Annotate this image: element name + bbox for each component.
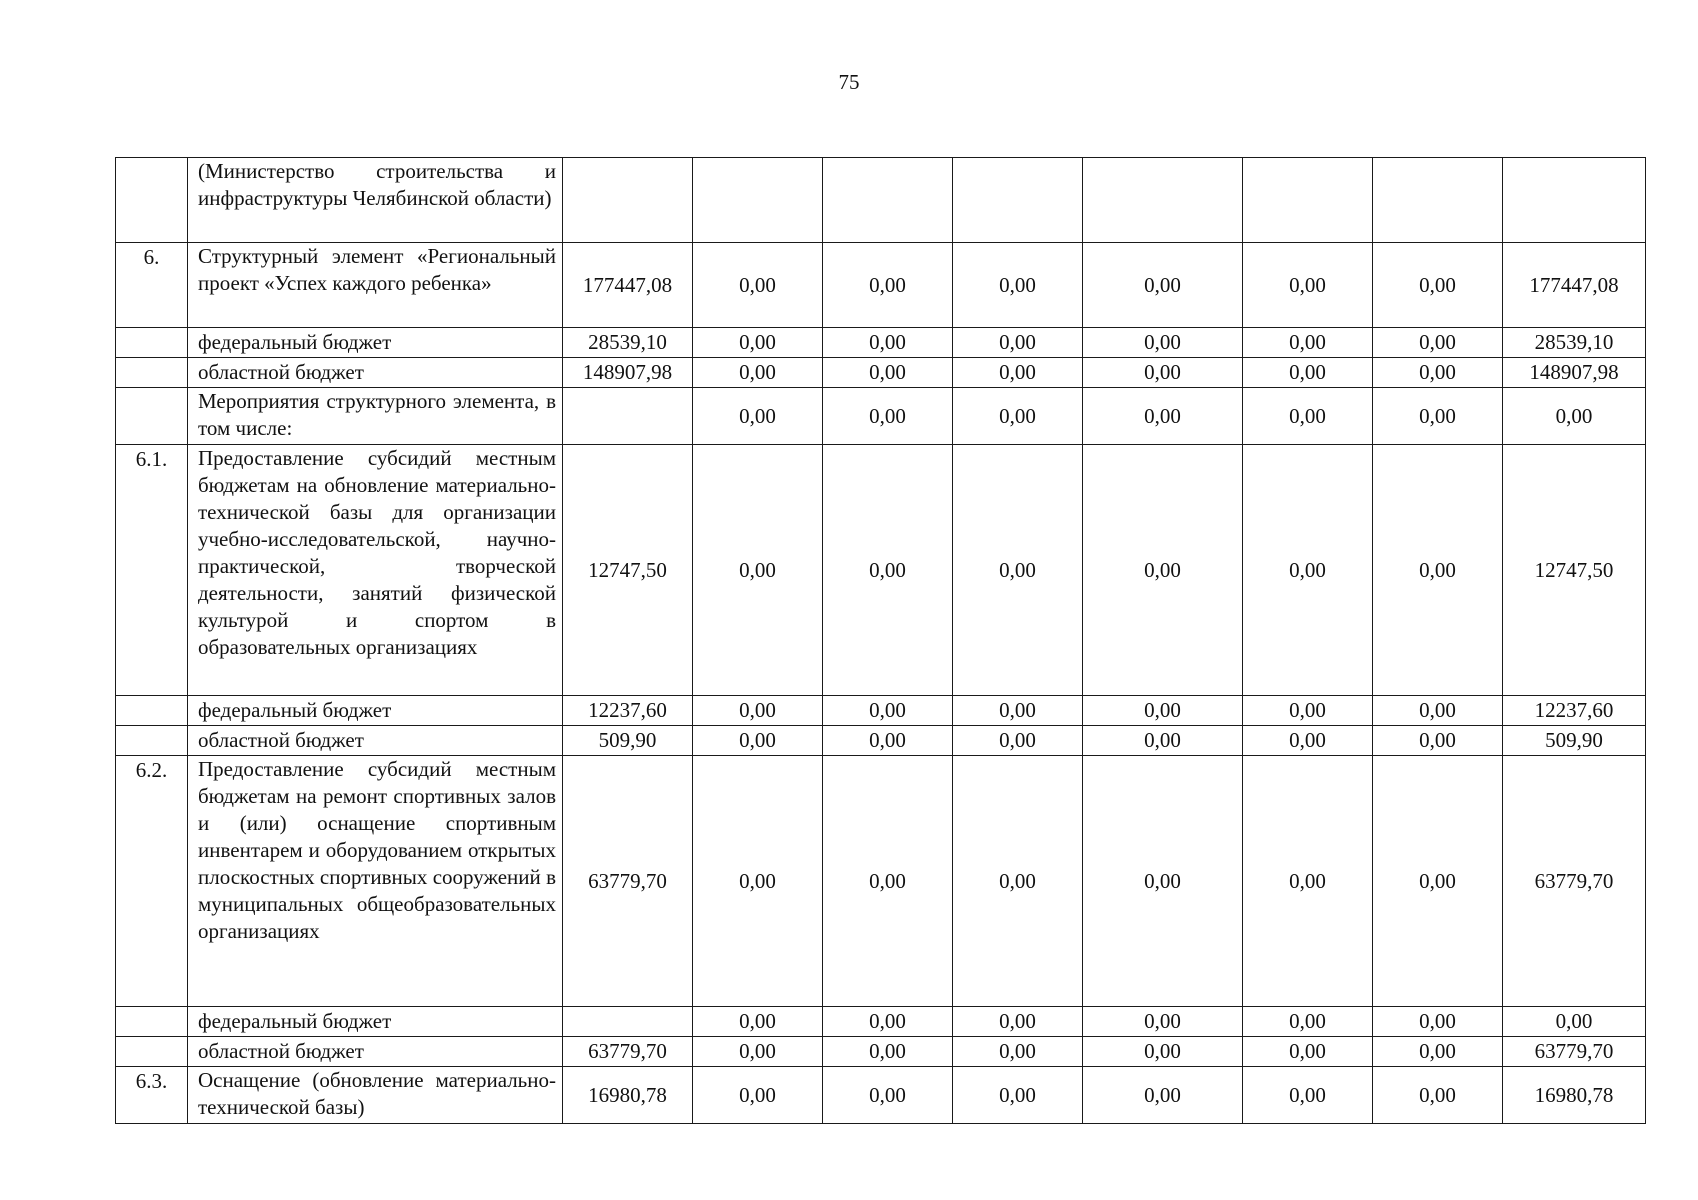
value-cell: 0,00 xyxy=(1373,1067,1503,1124)
value-cell: 177447,08 xyxy=(563,243,693,328)
table-row xyxy=(116,726,1646,756)
row-number: 6.3. xyxy=(116,1067,188,1124)
row-name: областной бюджет xyxy=(188,1037,563,1067)
budget-table xyxy=(115,157,1646,1124)
value-cell: 0,00 xyxy=(823,1037,953,1067)
row-number: 6. xyxy=(116,243,188,328)
value-cell: 0,00 xyxy=(1243,726,1373,756)
value-cell: 0,00 xyxy=(823,756,953,1007)
row-number xyxy=(116,1007,188,1037)
row-number xyxy=(116,696,188,726)
value-cell: 0,00 xyxy=(1243,1067,1373,1124)
value-cell: 0,00 xyxy=(823,1007,953,1037)
value-cell: 0,00 xyxy=(953,726,1083,756)
value-cell: 0,00 xyxy=(1373,328,1503,358)
row-name: федеральный бюджет xyxy=(188,696,563,726)
row-name: Оснащение (обновление материально-технической базы) xyxy=(188,1067,563,1124)
value-cell: 63779,70 xyxy=(563,1037,693,1067)
value-cell: 0,00 xyxy=(823,388,953,445)
value-cell: 0,00 xyxy=(1373,358,1503,388)
value-cell: 0,00 xyxy=(953,696,1083,726)
value-cell: 63779,70 xyxy=(563,756,693,1007)
value-cell: 28539,10 xyxy=(1503,328,1646,358)
row-name: Предоставление субсидий местным бюджетам на обновление материально-технической базы для организации учебно-исследовательской, научно-практической, творческой деятельности, занятий физической культурой и спортом в образовательных организациях xyxy=(188,445,563,696)
value-cell xyxy=(563,1007,693,1037)
value-cell: 0,00 xyxy=(1083,1067,1243,1124)
value-cell: 0,00 xyxy=(1243,445,1373,696)
value-cell: 63779,70 xyxy=(1503,756,1646,1007)
value-cell: 0,00 xyxy=(1243,1037,1373,1067)
row-name: Структурный элемент «Региональный проект «Успех каждого ребенка» xyxy=(188,243,563,328)
value-cell: 0,00 xyxy=(823,1067,953,1124)
value-cell: 0,00 xyxy=(1243,328,1373,358)
value-cell: 0,00 xyxy=(693,1067,823,1124)
value-cell: 0,00 xyxy=(1083,388,1243,445)
value-cell: 28539,10 xyxy=(563,328,693,358)
row-number xyxy=(116,328,188,358)
value-cell: 0,00 xyxy=(1083,243,1243,328)
value-cell: 0,00 xyxy=(1243,696,1373,726)
value-cell: 0,00 xyxy=(1083,756,1243,1007)
value-cell: 0,00 xyxy=(693,756,823,1007)
row-number: 6.1. xyxy=(116,445,188,696)
value-cell: 0,00 xyxy=(823,696,953,726)
value-cell: 0,00 xyxy=(953,358,1083,388)
value-cell: 0,00 xyxy=(693,328,823,358)
value-cell: 148907,98 xyxy=(563,358,693,388)
value-cell: 0,00 xyxy=(823,243,953,328)
value-cell: 148907,98 xyxy=(1503,358,1646,388)
value-cell: 0,00 xyxy=(1373,388,1503,445)
value-cell: 0,00 xyxy=(1243,358,1373,388)
row-number: 6.2. xyxy=(116,756,188,1007)
row-name: федеральный бюджет xyxy=(188,328,563,358)
value-cell: 0,00 xyxy=(823,445,953,696)
row-name: федеральный бюджет xyxy=(188,1007,563,1037)
value-cell xyxy=(1083,158,1243,243)
row-number xyxy=(116,358,188,388)
value-cell: 0,00 xyxy=(693,445,823,696)
row-number xyxy=(116,1037,188,1067)
table-row xyxy=(116,158,1646,243)
value-cell xyxy=(1243,158,1373,243)
value-cell xyxy=(693,158,823,243)
table-row xyxy=(116,1067,1646,1124)
value-cell: 0,00 xyxy=(693,358,823,388)
value-cell: 0,00 xyxy=(1373,445,1503,696)
value-cell: 0,00 xyxy=(1083,328,1243,358)
value-cell: 0,00 xyxy=(1083,445,1243,696)
row-name: областной бюджет xyxy=(188,726,563,756)
table-row xyxy=(116,445,1646,696)
value-cell: 0,00 xyxy=(693,1007,823,1037)
value-cell: 63779,70 xyxy=(1503,1037,1646,1067)
value-cell: 509,90 xyxy=(563,726,693,756)
value-cell: 16980,78 xyxy=(563,1067,693,1124)
table-row xyxy=(116,358,1646,388)
value-cell: 0,00 xyxy=(1083,726,1243,756)
value-cell: 0,00 xyxy=(823,358,953,388)
value-cell xyxy=(1503,158,1646,243)
value-cell: 0,00 xyxy=(1373,726,1503,756)
table-row xyxy=(116,696,1646,726)
value-cell: 0,00 xyxy=(953,445,1083,696)
value-cell: 0,00 xyxy=(693,1037,823,1067)
value-cell: 0,00 xyxy=(1243,243,1373,328)
value-cell: 12237,60 xyxy=(563,696,693,726)
value-cell: 0,00 xyxy=(1373,1007,1503,1037)
value-cell: 0,00 xyxy=(1243,756,1373,1007)
row-name: областной бюджет xyxy=(188,358,563,388)
page-number: 75 xyxy=(838,70,860,94)
table-row xyxy=(116,388,1646,445)
value-cell: 12237,60 xyxy=(1503,696,1646,726)
value-cell: 12747,50 xyxy=(1503,445,1646,696)
row-number xyxy=(116,158,188,243)
value-cell: 0,00 xyxy=(693,696,823,726)
row-name: (Министерство строительства и инфраструктуры Челябинской области) xyxy=(188,158,563,243)
value-cell: 0,00 xyxy=(1373,1037,1503,1067)
value-cell: 16980,78 xyxy=(1503,1067,1646,1124)
value-cell: 0,00 xyxy=(953,756,1083,1007)
row-name: Предоставление субсидий местным бюджетам на ремонт спортивных залов и (или) оснащение спортивным инвентарем и оборудованием открытых плоскостных спортивных сооружений в муниципальных общеобразовательных организациях xyxy=(188,756,563,1007)
table-row xyxy=(116,1007,1646,1037)
value-cell: 0,00 xyxy=(693,726,823,756)
value-cell: 0,00 xyxy=(1503,1007,1646,1037)
table-row xyxy=(116,756,1646,1007)
value-cell: 0,00 xyxy=(953,1007,1083,1037)
value-cell: 0,00 xyxy=(693,243,823,328)
value-cell xyxy=(823,158,953,243)
value-cell: 0,00 xyxy=(1373,243,1503,328)
value-cell: 0,00 xyxy=(823,726,953,756)
value-cell: 0,00 xyxy=(953,328,1083,358)
table-row xyxy=(116,328,1646,358)
value-cell xyxy=(563,388,693,445)
value-cell xyxy=(563,158,693,243)
value-cell: 12747,50 xyxy=(563,445,693,696)
value-cell: 0,00 xyxy=(1373,696,1503,726)
row-number xyxy=(116,726,188,756)
row-number xyxy=(116,388,188,445)
value-cell: 0,00 xyxy=(1083,696,1243,726)
table-row xyxy=(116,1037,1646,1067)
value-cell: 0,00 xyxy=(1083,1007,1243,1037)
value-cell: 0,00 xyxy=(1083,1037,1243,1067)
row-name: Мероприятия структурного элемента, в том числе: xyxy=(188,388,563,445)
value-cell xyxy=(953,158,1083,243)
value-cell: 0,00 xyxy=(953,1067,1083,1124)
value-cell: 0,00 xyxy=(953,243,1083,328)
value-cell: 509,90 xyxy=(1503,726,1646,756)
value-cell: 0,00 xyxy=(693,388,823,445)
table-row xyxy=(116,243,1646,328)
value-cell: 0,00 xyxy=(953,1037,1083,1067)
value-cell xyxy=(1373,158,1503,243)
value-cell: 0,00 xyxy=(823,328,953,358)
value-cell: 0,00 xyxy=(1083,358,1243,388)
value-cell: 0,00 xyxy=(1503,388,1646,445)
value-cell: 0,00 xyxy=(1243,1007,1373,1037)
value-cell: 0,00 xyxy=(953,388,1083,445)
value-cell: 0,00 xyxy=(1243,388,1373,445)
value-cell: 0,00 xyxy=(1373,756,1503,1007)
value-cell: 177447,08 xyxy=(1503,243,1646,328)
